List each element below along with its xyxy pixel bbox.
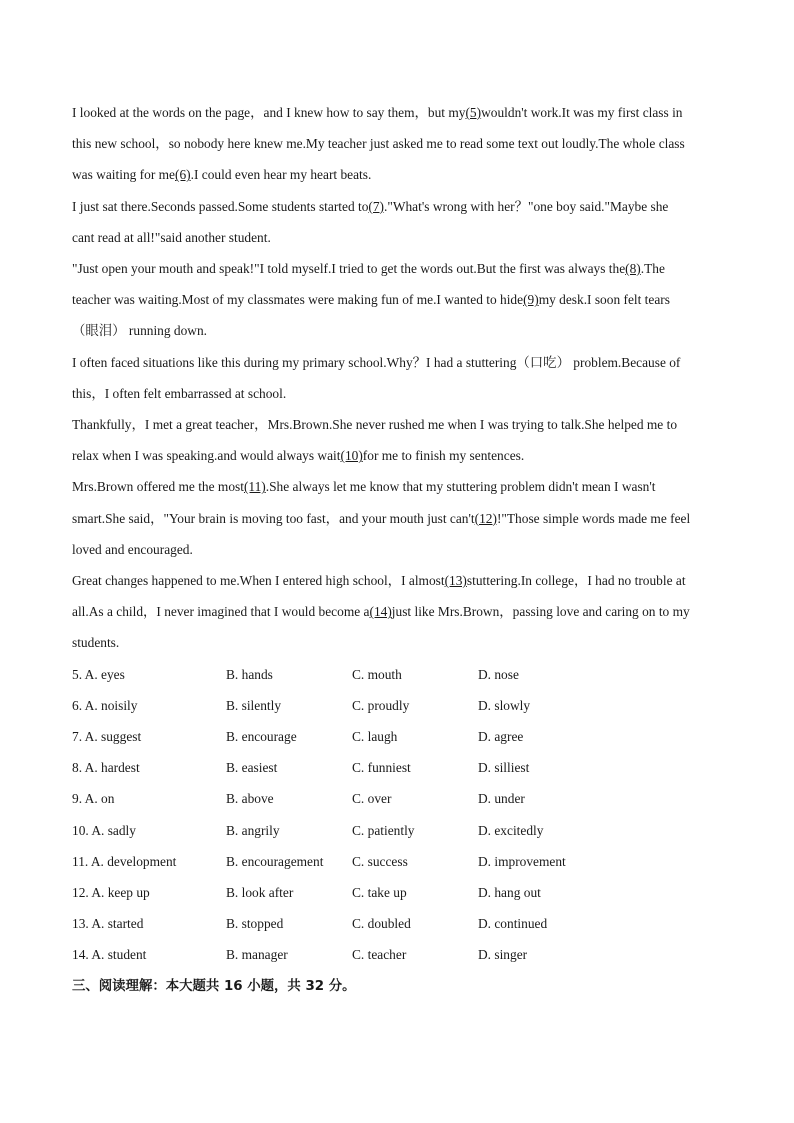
blank-number: (12) — [474, 510, 497, 526]
cloze-passage — [72, 97, 722, 659]
question-row — [72, 846, 722, 877]
question-row — [72, 877, 722, 908]
question-row — [72, 659, 722, 690]
passage-line — [72, 97, 722, 128]
blank-number: (11) — [243, 479, 266, 495]
blank-number: (8) — [625, 261, 641, 277]
option-b: B. silently — [226, 697, 282, 713]
option-c: C. laugh — [352, 729, 398, 745]
blank-number: (6) — [175, 167, 191, 183]
passage-line — [72, 627, 722, 658]
option-d: D. nose — [478, 666, 519, 682]
passage-text: for me to finish my sentences. — [362, 448, 525, 464]
option-a: 7. A. suggest — [72, 729, 142, 745]
option-d: D. improvement — [478, 853, 566, 869]
passage-line — [72, 284, 722, 315]
option-c: C. patiently — [352, 822, 415, 838]
option-a: 11. A. development — [72, 853, 177, 869]
option-c: C. take up — [352, 884, 407, 900]
passage-text: smart.She said，"Your brain is moving too fast，and your mouth just can't — [72, 510, 475, 526]
passage-line — [72, 409, 722, 440]
passage-text: loved and encouraged. — [72, 541, 193, 557]
option-b: B. easiest — [226, 760, 278, 776]
option-b: B. hands — [226, 666, 273, 682]
question-row — [72, 752, 722, 783]
blank-number: (10) — [340, 448, 363, 464]
option-b: B. stopped — [226, 916, 284, 932]
option-a: 6. A. noisily — [72, 697, 138, 713]
option-d: D. silliest — [478, 760, 530, 776]
passage-text: stuttering.In college，I had no trouble at — [466, 573, 686, 589]
option-c: C. over — [352, 791, 392, 807]
option-a: 12. A. keep up — [72, 884, 150, 900]
passage-text: ."What's wrong with her？"one boy said."Maybe she — [384, 198, 669, 214]
option-b: B. encourage — [226, 729, 297, 745]
passage-text: （眼泪） running down. — [72, 323, 208, 339]
passage-line — [72, 471, 722, 502]
question-row — [72, 690, 722, 721]
option-d: D. slowly — [478, 697, 531, 713]
option-a: 8. A. hardest — [72, 760, 140, 776]
passage-text: my desk.I soon felt tears — [538, 292, 670, 308]
passage-text: was waiting for me — [72, 167, 176, 183]
passage-text: this，I often felt embarrassed at school. — [72, 385, 287, 401]
option-c: C. mouth — [352, 666, 402, 682]
option-b: B. manager — [226, 947, 288, 963]
option-c: C. proudly — [352, 697, 410, 713]
option-b: B. look after — [226, 884, 294, 900]
passage-line — [72, 191, 722, 222]
passage-line — [72, 440, 722, 471]
passage-text: all.As a child，I never imagined that I would become a — [72, 604, 370, 620]
option-c: C. funniest — [352, 760, 411, 776]
passage-text: I looked at the words on the page，and I knew how to say them，but my — [72, 105, 466, 120]
passage-text: I just sat there.Seconds passed.Some students started to — [72, 198, 369, 214]
passage-line — [72, 565, 722, 596]
option-a: 10. A. sadly — [72, 822, 136, 838]
passage-line — [72, 222, 722, 253]
option-d: D. singer — [478, 947, 528, 963]
passage-text: this new school，so nobody here knew me.My teacher just asked me to read some text out loudly.The whole class — [72, 136, 685, 152]
passage-line — [72, 253, 722, 284]
passage-text: wouldn't work.It was my first class in — [481, 105, 683, 120]
answer-options — [72, 659, 722, 971]
passage-text: .The — [640, 261, 665, 277]
option-c: C. doubled — [352, 916, 411, 932]
option-d: D. under — [478, 791, 525, 807]
passage-line — [72, 315, 722, 346]
option-d: D. hang out — [478, 884, 541, 900]
blank-number: (5) — [465, 105, 482, 120]
option-c: C. success — [352, 853, 408, 869]
passage-text: Great changes happened to me.When I entered high school，I almost — [72, 573, 445, 589]
option-d: D. agree — [478, 729, 524, 745]
passage-text: teacher was waiting.Most of my classmates were making fun of me.I wanted to hide — [72, 292, 524, 308]
blank-number: (7) — [368, 198, 385, 214]
passage-text: .She always let me know that my stuttering problem didn't mean I wasn't — [265, 479, 656, 495]
option-d: D. continued — [478, 916, 548, 932]
passage-text: relax when I was speaking.and would always wait — [72, 448, 341, 464]
passage-text: I often faced situations like this during my primary school.Why？I had a stuttering（口吃） problem.Because of — [72, 354, 681, 370]
blank-number: (9) — [523, 292, 539, 308]
passage-text: .I could even hear my heart beats. — [190, 167, 372, 183]
document-page — [72, 97, 722, 1002]
option-a: 5. A. eyes — [72, 666, 125, 682]
section-heading: 三、阅读理解：本大题共 16 小题，共 32 分。 — [72, 978, 356, 994]
passage-line — [72, 503, 722, 534]
passage-text: students. — [72, 635, 120, 651]
blank-number: (13) — [444, 573, 467, 589]
passage-text: Mrs.Brown offered me the most — [72, 479, 244, 495]
option-c: C. teacher — [352, 947, 407, 963]
option-b: B. encouragement — [226, 853, 324, 869]
question-row — [72, 783, 722, 814]
passage-text: Thankfully，I met a great teacher，Mrs.Brown.She never rushed me when I was trying to talk.She helped me to — [72, 417, 678, 433]
question-row — [72, 815, 722, 846]
passage-line — [72, 128, 722, 159]
passage-line — [72, 159, 722, 190]
option-a: 13. A. started — [72, 916, 144, 932]
blank-number: (14) — [369, 604, 392, 620]
option-b: B. above — [226, 791, 274, 807]
option-d: D. excitedly — [478, 822, 544, 838]
question-row — [72, 721, 722, 752]
passage-line — [72, 596, 722, 627]
passage-line — [72, 534, 722, 565]
passage-line — [72, 347, 722, 378]
passage-text: cant read at all!"said another student. — [72, 229, 271, 245]
option-a: 14. A. student — [72, 947, 147, 963]
question-row — [72, 908, 722, 939]
question-row — [72, 939, 722, 970]
passage-text: "Just open your mouth and speak!"I told myself.I tried to get the words out.But the first was always the — [72, 261, 626, 277]
passage-line — [72, 378, 722, 409]
passage-text: !"Those simple words made me feel — [496, 510, 691, 526]
option-a: 9. A. on — [72, 791, 115, 807]
passage-text: just like Mrs.Brown，passing love and caring on to my — [391, 604, 690, 620]
option-b: B. angrily — [226, 822, 280, 838]
